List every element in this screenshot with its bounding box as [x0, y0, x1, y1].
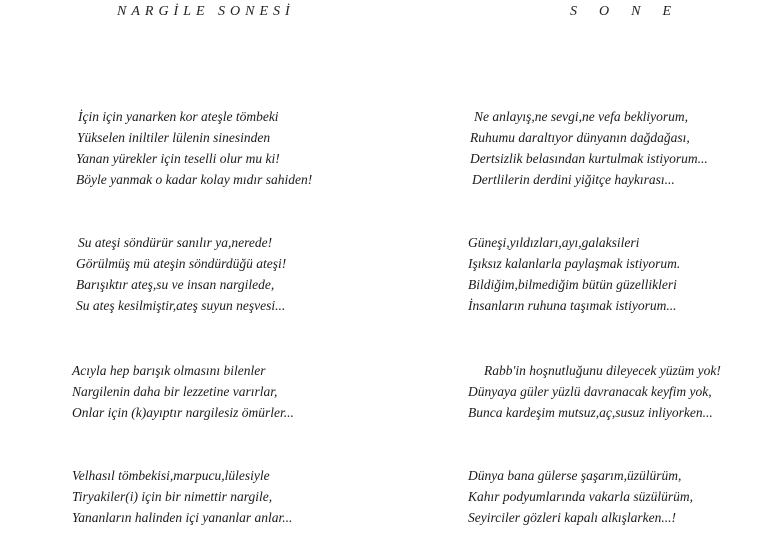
poem-line: Görülmüş mü ateşin söndürdüğü ateşi! [76, 256, 287, 271]
poem-line: Bildiğim,bilmediğim bütün güzellikleri [468, 277, 677, 292]
left-stanza-4 [72, 465, 292, 528]
poem-line: Velhasıl tömbekisi,marpucu,lülesiyle [72, 468, 270, 483]
poem-line: Ne anlayış,ne sevgi,ne vefa bekliyorum, [474, 109, 689, 124]
poem-line: İnsanların ruhuna taşımak istiyorum... [468, 298, 677, 313]
poem-line: Yükselen iniltiler lülenin sinesinden [77, 130, 271, 145]
poem-line: Dertlilerin derdini yiğitçe haykırası... [472, 172, 675, 187]
right-stanza-3 [468, 360, 721, 423]
poem-line: Dünyaya güler yüzlü davranacak keyfim yok, [468, 384, 712, 399]
poem-line: Su ateşi söndürür sanılır ya,nerede! [78, 235, 273, 250]
right-poem-title: SONE [570, 4, 693, 19]
poem-line: Güneşi,yıldızları,ayı,galaksileri [468, 235, 640, 250]
poem-line: Kahır podyumlarında vakarla süzülürüm, [468, 489, 694, 504]
poem-line: Rabb'in hoşnutluğunu dileyecek yüzüm yok! [484, 363, 721, 378]
poem-line: Bunca kardeşim mutsuz,aç,susuz inliyorken... [468, 405, 713, 420]
poem-line: Yanan yürekler için teselli olur mu ki! [76, 151, 280, 166]
right-stanza-2 [468, 232, 680, 316]
poem-line: Barışıktır ateş,su ve insan nargilede, [76, 277, 275, 292]
poem-line: Nargilenin daha bir lezzetine varırlar, [72, 384, 278, 399]
poem-line: Dünya bana gülerse şaşarım,üzülürüm, [468, 468, 682, 483]
poem-line: Işıksız kalanlarla paylaşmak istiyorum. [468, 256, 681, 271]
poem-line: Ruhumu daraltıyor dünyanın dağdağası, [470, 130, 690, 145]
poem-line: Onlar için (k)ayıptır nargilesiz ömürler... [72, 405, 294, 420]
poem-line: Böyle yanmak o kadar kolay mıdır sahiden! [76, 172, 313, 187]
left-stanza-3 [72, 360, 294, 423]
left-stanza-2 [76, 232, 286, 316]
left-stanza-1 [76, 106, 312, 190]
poem-line: Tiryakiler(i) için bir nimettir nargile, [72, 489, 273, 504]
right-stanza-4 [468, 465, 693, 528]
poem-line: Seyirciler gözleri kapalı alkışlarken...! [468, 510, 676, 525]
left-poem-title: NARGİLE SONESİ [117, 4, 295, 19]
right-stanza-1 [470, 106, 708, 190]
poem-line: Yananların halinden içi yananlar anlar... [72, 510, 293, 525]
poem-line: Acıyla hep barışık olmasını bilenler [72, 363, 266, 378]
poem-line: Dertsizlik belasından kurtulmak istiyorum... [470, 151, 708, 166]
poem-line: İçin için yanarken kor ateşle tömbeki [78, 109, 279, 124]
poem-line: Su ateş kesilmiştir,ateş suyun neşvesi... [76, 298, 286, 313]
